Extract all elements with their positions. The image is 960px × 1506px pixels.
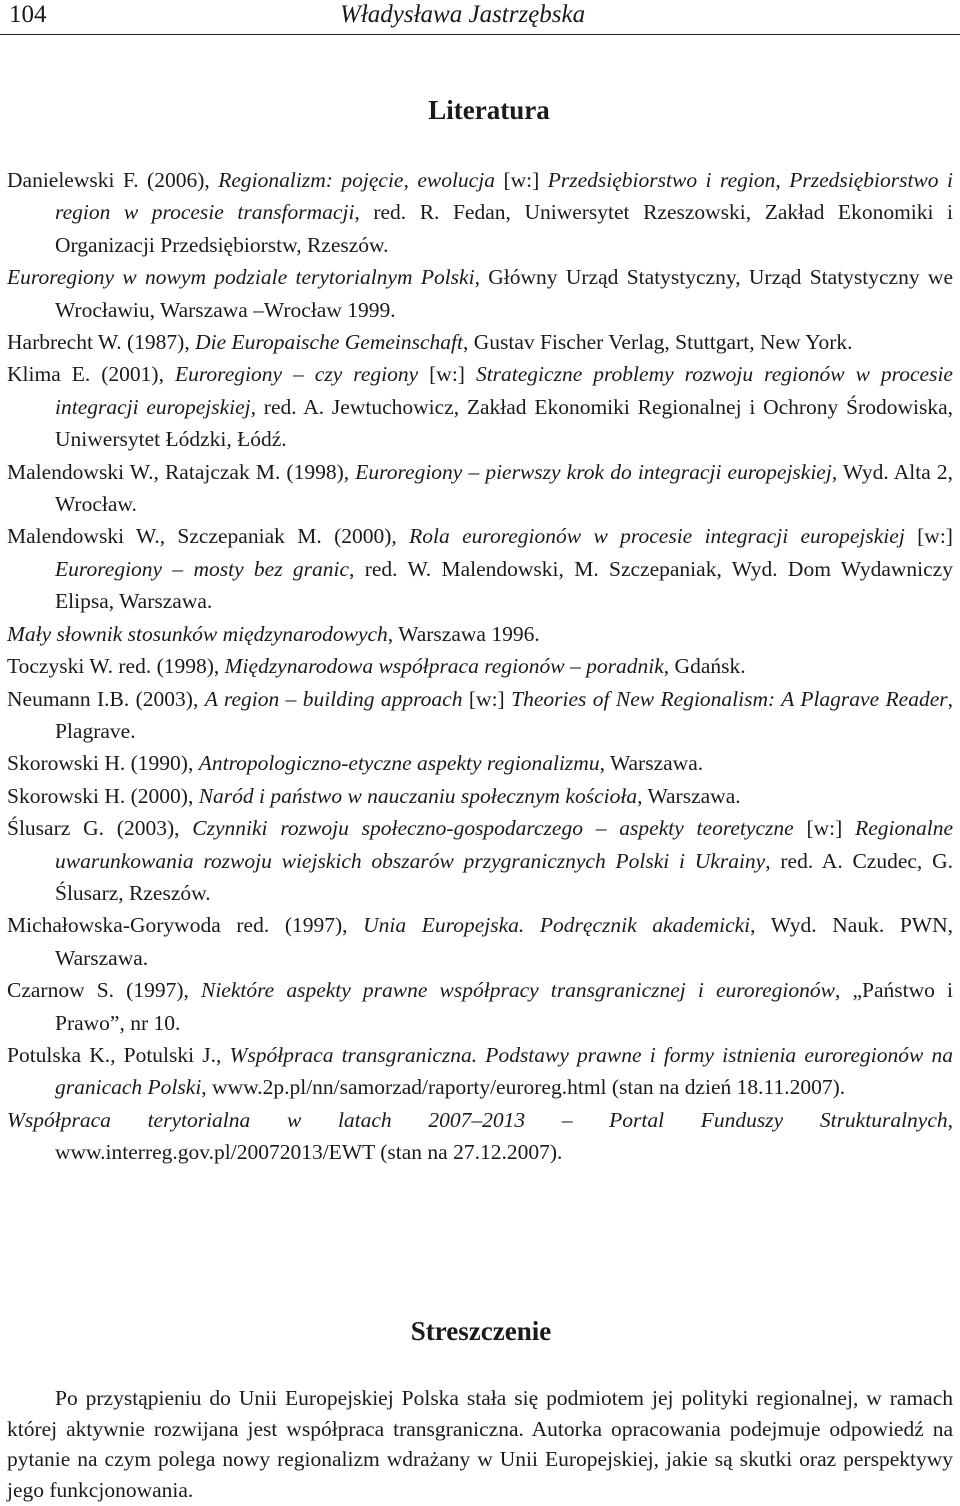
reference-title: Euroregiony w nowym podziale terytorialnym Polski <box>7 265 475 290</box>
reference-title: Rola euroregionów w procesie integracji europejskiej <box>409 524 905 549</box>
reference-title: Regionalizm: pojęcie, ewolucja <box>218 168 495 192</box>
reference-text: Danielewski F. (2006), <box>7 168 219 192</box>
reference-text: Toczyski W. red. (1998), <box>7 654 225 679</box>
reference-text: Malendowski W., Szczepaniak M. (2000), <box>7 524 410 549</box>
reference-text: [w:] <box>904 524 953 549</box>
reference-title: Euroregiony – czy regiony <box>174 362 419 387</box>
reference-title: Współpraca transgraniczna. Podstawy prawne i formy istnienia euroregionów na granicach Polski <box>55 1042 953 1100</box>
reference-title: Strategiczne problemy rozwoju regionów w procesie integracji europejskiej <box>55 362 953 419</box>
reference-text: , Gustav Fischer Verlag, Stuttgart, New York. <box>462 330 853 355</box>
reference-entry <box>7 618 953 650</box>
streszczenie-heading: Streszczenie <box>410 1316 552 1346</box>
reference-title: Mały słownik stosunków międzynarodowych <box>7 621 388 646</box>
reference-text: , www.2p.pl/nn/samorzad/raporty/euroreg.html (stan na dzień 18.11.2007). <box>201 1075 846 1100</box>
reference-entry <box>7 683 953 748</box>
reference-text: Czarnow S. (1997), <box>7 978 201 1003</box>
reference-text: [w:] <box>418 362 476 387</box>
reference-text: , red. A. Jewtuchowicz, Zakład Ekonomiki Regionalnej i Ochrony Środowiska, Uniwersytet Łódzki, Łódź. <box>55 394 953 452</box>
reference-text: , Gdańsk. <box>663 654 746 679</box>
reference-title: Niektóre aspekty prawne współpracy transgranicznej i euroregionów <box>200 978 835 1003</box>
reference-entry <box>7 164 953 261</box>
reference-text: Michałowska-Gorywoda red. (1997), <box>7 913 364 938</box>
reference-entry <box>7 747 953 779</box>
reference-entry <box>7 780 953 812</box>
reference-title: Theories of New Regionalism: A Plagrave Reader <box>511 686 948 711</box>
reference-entry <box>7 974 953 1039</box>
reference-entry <box>7 520 953 617</box>
reference-title: Antropologiczno-etyczne aspekty regionalizmu <box>198 751 600 776</box>
reference-entry <box>7 909 953 974</box>
reference-entry <box>7 1104 953 1169</box>
reference-title: Die Europaische Gemeinschaft <box>195 330 463 355</box>
reference-text: Skorowski H. (2000), <box>7 783 199 808</box>
reference-text: , red. W. Malendowski, M. Szczepaniak, Wyd. Dom Wydawniczy Elipsa, Warszawa. <box>55 556 953 614</box>
reference-title: Unia Europejska. Podręcznik akademicki <box>363 913 751 938</box>
reference-text: Skorowski H. (1990), <box>7 751 199 776</box>
reference-text: Klima E. (2001), <box>7 362 175 387</box>
reference-entry <box>7 261 953 326</box>
reference-text: , red. R. Fedan, Uniwersytet Rzeszowski, Zakład Ekonomiki i Organizacji Przedsiębiorstw, Rzeszów. <box>55 200 954 257</box>
running-head: Władysława Jastrzębska <box>340 1 586 28</box>
reference-title: Naród i państwo w nauczaniu społecznym kościoła <box>198 783 638 808</box>
reference-text: , www.interreg.gov.pl/20072013/EWT (stan na 27.12.2007). <box>55 1107 953 1165</box>
reference-text: [w:] <box>793 816 856 841</box>
reference-text: [w:] <box>494 168 548 192</box>
page-header <box>0 0 960 35</box>
reference-text: , Warszawa 1996. <box>387 621 540 646</box>
reference-text: , Plagrave. <box>55 686 953 743</box>
reference-text: , Główny Urząd Statystyczny, Urząd Statystyczny we Wrocławiu, Warszawa –Wrocław 1999. <box>55 265 953 322</box>
reference-title: Współpraca terytorialna w latach 2007–2013 – Portal Funduszy Strukturalnych <box>7 1107 948 1132</box>
reference-text: , red. A. Czudec, G. Ślusarz, Rzeszów. <box>55 848 953 905</box>
literatura-heading: Literatura <box>428 95 550 125</box>
page-number: 104 <box>9 1 47 28</box>
reference-title: Czynniki rozwoju społeczno-gospodarczego – aspekty teoretyczne <box>192 816 794 841</box>
reference-title: Regionalne uwarunkowania rozwoju wiejskich obszarów przygranicznych Polski i Ukrainy <box>55 816 953 873</box>
summary-paragraph: Po przystąpieniu do Unii Europejskiej Polska stała się podmiotem jej polityki regionalnej, w ramach której aktywnie rozwijana jest współpraca transgraniczna. Autorka opracowania podejmuje odpowiedź na pytanie na czym polega nowy regionalizm wdrażany w Unii Europejskiej, jakie są skutki oraz perspektywy jego funkcjonowania. <box>7 1386 953 1502</box>
reference-entry <box>7 812 953 909</box>
reference-title: A region – building approach <box>204 686 463 711</box>
reference-entry <box>7 358 953 455</box>
reference-entry <box>7 1039 953 1104</box>
reference-entry <box>7 456 953 521</box>
reference-list <box>7 164 953 1169</box>
reference-text: , Wyd. Nauk. PWN, Warszawa. <box>55 913 953 970</box>
reference-text: Harbrecht W. (1987), <box>7 330 196 355</box>
reference-text: , Warszawa. <box>637 783 741 808</box>
reference-title: Międzynarodowa współpraca regionów – poradnik <box>224 654 664 679</box>
reference-text: , Warszawa. <box>599 751 704 776</box>
reference-title: Euroregiony – mosty bez granic <box>55 556 350 581</box>
reference-title: Euroregiony – pierwszy krok do integracji europejskiej <box>355 459 832 484</box>
reference-text: Malendowski W., Ratajczak M. (1998), <box>7 459 356 484</box>
reference-title: Przedsiębiorstwo i region, Przedsiębiorstwo i region w procesie transformacji <box>55 168 953 225</box>
reference-text: Ślusarz G. (2003), <box>7 816 193 841</box>
reference-entry <box>7 650 953 682</box>
reference-text: , Wyd. Alta 2, Wrocław. <box>55 459 953 517</box>
reference-text: [w:] <box>462 686 512 711</box>
reference-text: Potulska K., Potulski J., <box>7 1042 230 1067</box>
reference-text: Neumann I.B. (2003), <box>7 686 205 711</box>
reference-text: , „Państwo i Prawo”, nr 10. <box>55 978 953 1035</box>
reference-entry <box>7 326 953 358</box>
